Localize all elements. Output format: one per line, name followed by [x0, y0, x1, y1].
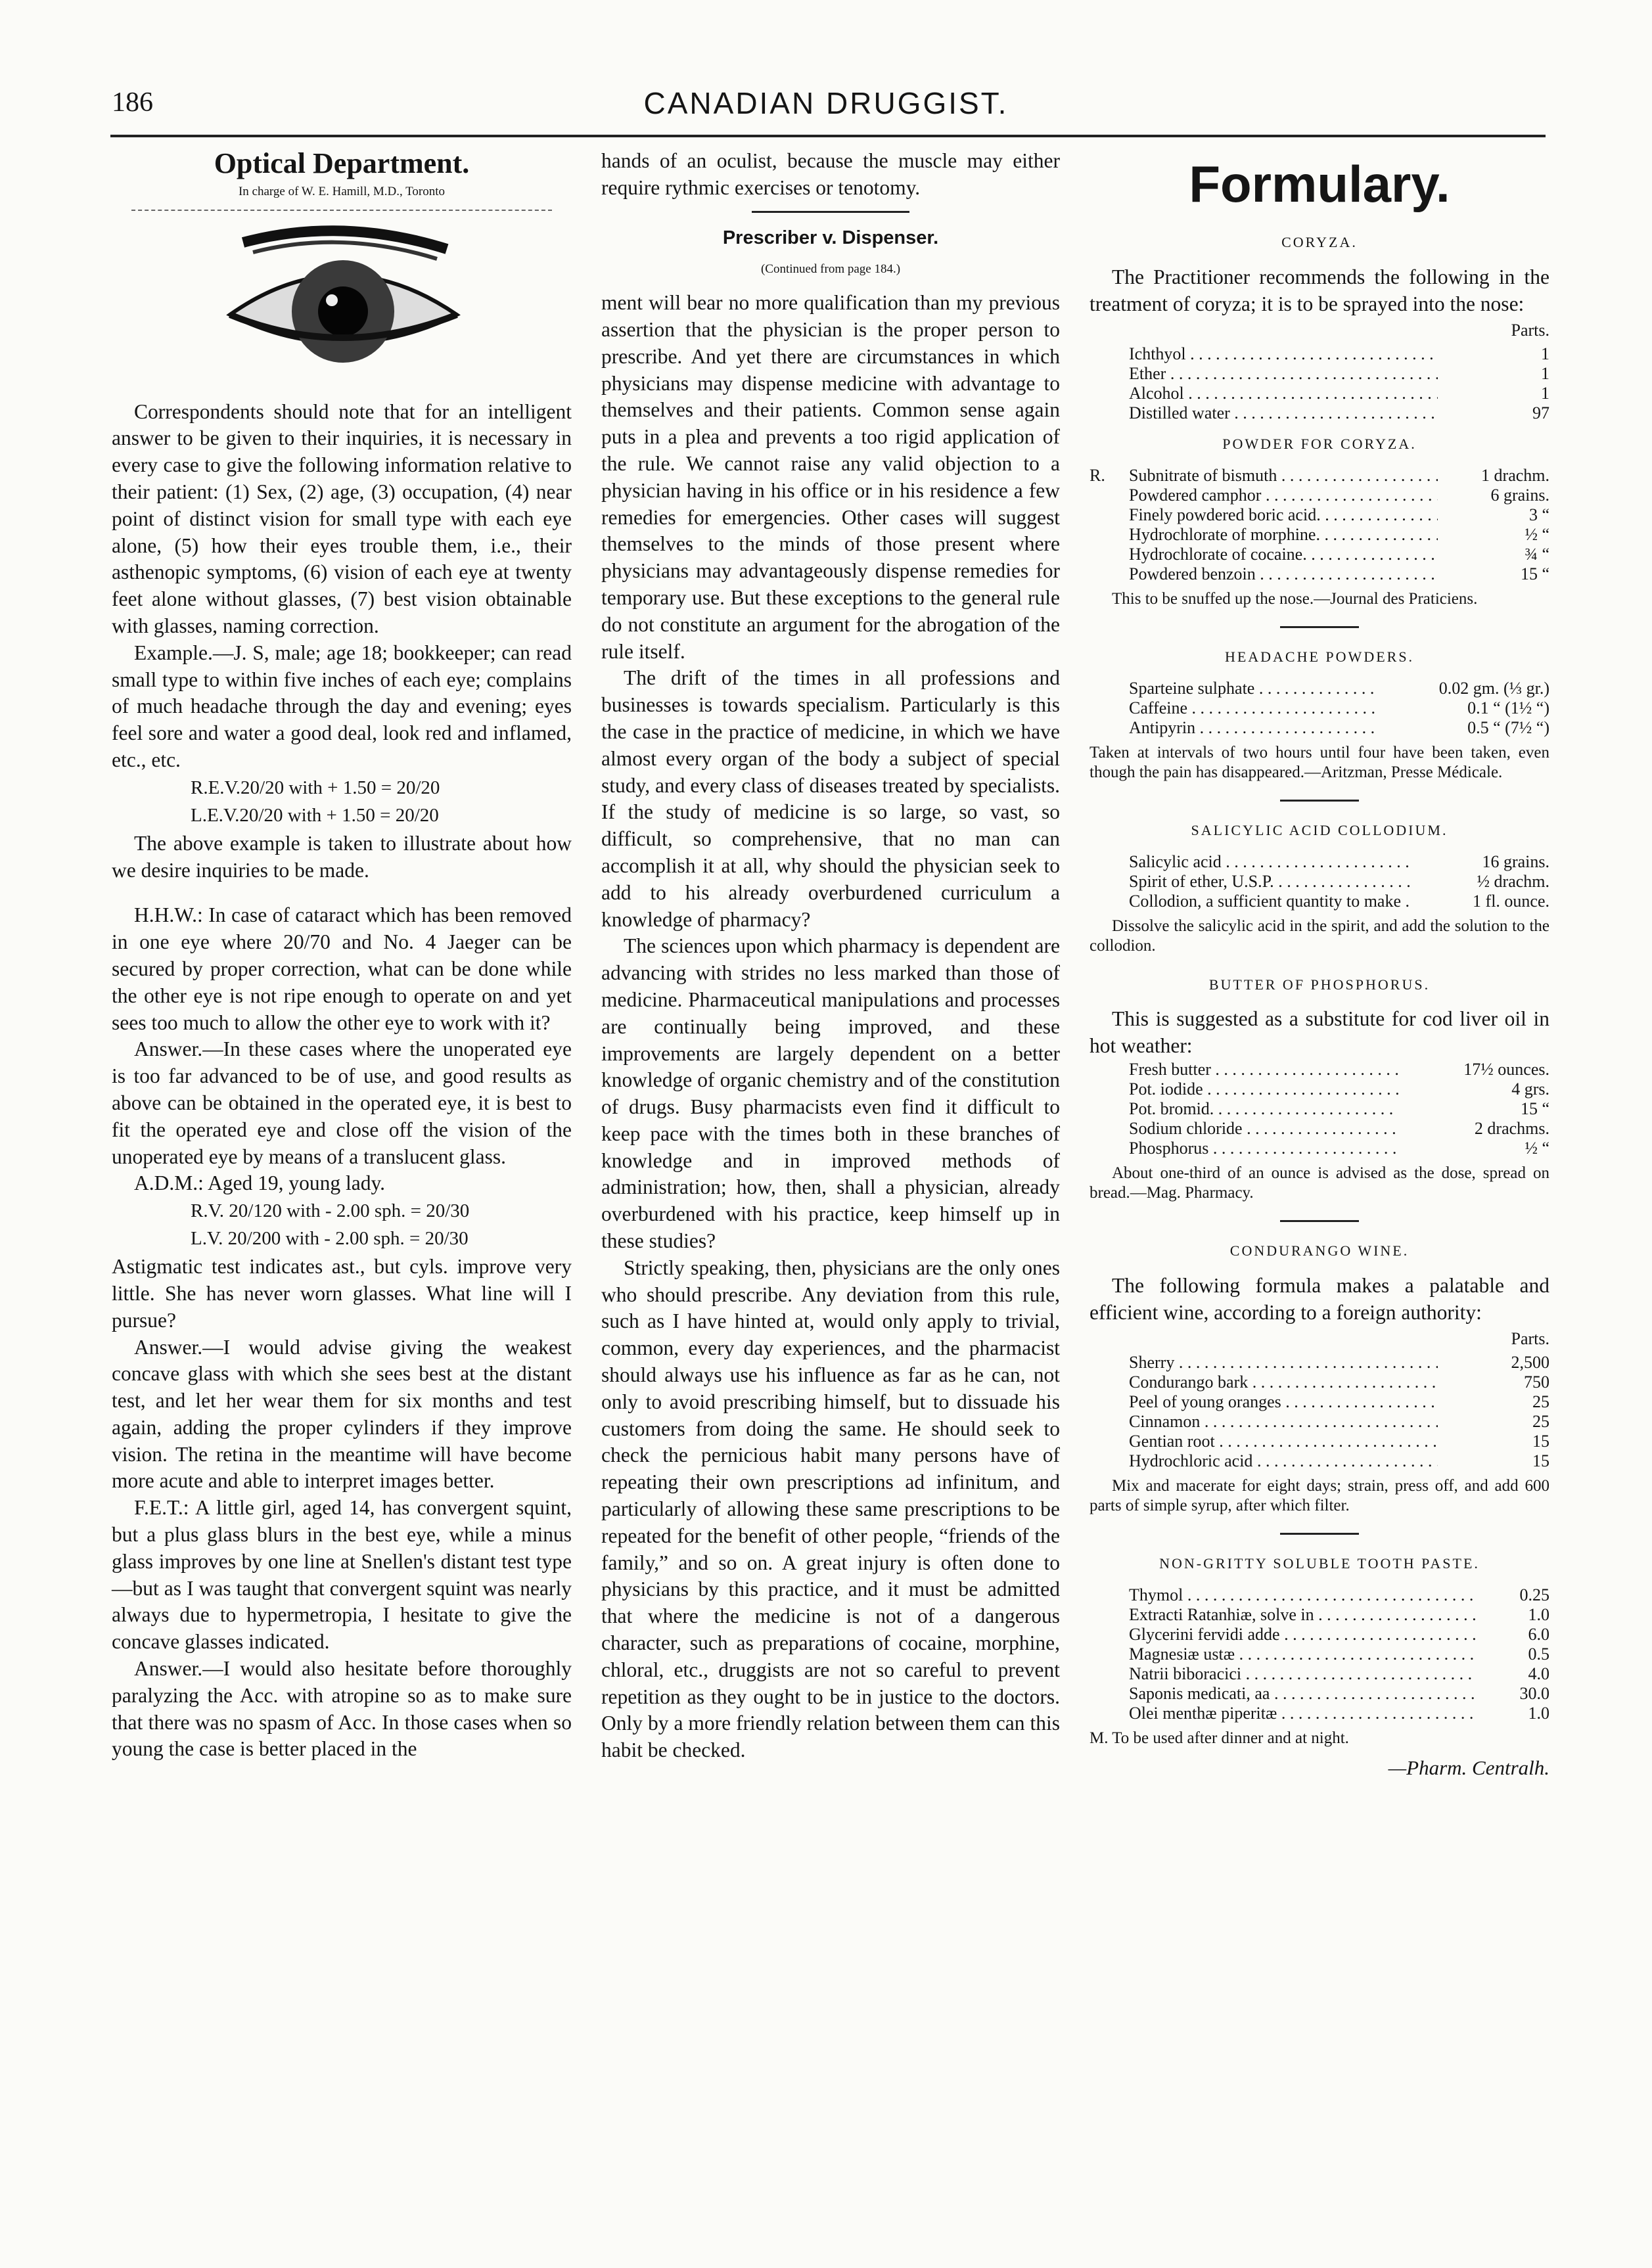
recipe-row [1129, 852, 1549, 872]
recipe-row [1129, 1664, 1549, 1684]
ingredient-name: Magnesiæ ustæ . . . [1129, 1644, 1477, 1664]
recipe-row [1129, 364, 1549, 384]
recipe-title: HEADACHE POWDERS. [1224, 648, 1415, 665]
ingredient-amount: 0.5 [1528, 1644, 1549, 1664]
ingredient-amount: 1 fl. ounce. [1473, 891, 1549, 911]
recipe-row [1129, 1139, 1549, 1158]
source-signature: —Pharm. Centralh. [1388, 1756, 1549, 1779]
ingredient-amount: 2 drachms. [1474, 1118, 1549, 1138]
recipe-row [1129, 892, 1549, 911]
ingredient-amount: 15 [1532, 1451, 1549, 1471]
ingredient-name: Cinnamon . . . [1129, 1412, 1438, 1432]
ingredient-amount: 25 [1532, 1392, 1549, 1412]
ingredient-name: Ichthyol . . . [1129, 344, 1438, 364]
recipe-title: SALICYLIC ACID COLLODIUM. [1191, 821, 1448, 838]
ingredient-name: Thymol . . . [1129, 1585, 1477, 1605]
recipe-row [1090, 525, 1549, 545]
formulary-heading: Formulary. [1189, 155, 1450, 213]
recipe-table [1090, 466, 1549, 584]
ingredient-name: Powdered camphor . . . [1129, 486, 1438, 505]
optical-paragraph: Answer.—I would advise giving the weakest concave glass with which she sees best at the distant test, and let her wear them for six months and test again, adding the proper cylinders if they improve vision. The retina in the meantime will have become more acute and able to interpret images better. [112, 1335, 572, 1493]
ingredient-name: Alcohol . . . [1129, 384, 1438, 403]
recipe-row [1129, 1119, 1549, 1139]
ingredient-name: Extracti Ratanhiæ, solve in . . . [1129, 1605, 1477, 1625]
optical-paragraph: Example.—J. S, male; age 18; bookkeeper; can read small type to within five inches of each eye; complains of much headache through the day and evening; eyes feel sore and water a good deal, look red and inflamed, etc., etc. [112, 641, 572, 771]
prescription-line: L.E.V.20/20 with + 1.50 = 20/20 [191, 804, 439, 826]
section-rule [1280, 1533, 1359, 1535]
recipe-title: NON-GRITTY SOLUBLE TOOTH PASTE. [1159, 1555, 1480, 1572]
optical-paragraph: A.D.M.: Aged 19, young lady. [134, 1171, 386, 1195]
ingredient-amount: 15 [1532, 1432, 1549, 1451]
ingredient-name: Sodium chloride . . . [1129, 1119, 1398, 1139]
ingredient-name: Glycerini fervidi adde . . . [1129, 1625, 1477, 1644]
recipe-row [1129, 1684, 1549, 1704]
ingredient-amount: ½ “ [1525, 1138, 1549, 1158]
ingredient-amount: 25 [1532, 1412, 1549, 1432]
recipe-intro: This is suggested as a substitute for cod liver oil in hot weather: [1090, 1007, 1549, 1058]
ingredient-amount: 1 drachm. [1481, 465, 1549, 485]
recipe-intro: The following formula makes a palatable and efficient wine, according to a foreign authority: [1090, 1273, 1549, 1324]
ingredient-name: Collodion, a sufficient quantity to make . . . [1129, 892, 1411, 911]
ingredient-amount: ½ “ [1525, 524, 1549, 544]
ingredient-name: Powdered benzoin . . . [1129, 564, 1438, 584]
recipe-row [1129, 344, 1549, 364]
recipe-title: POWDER FOR CORYZA. [1222, 436, 1417, 453]
optical-paragraph: Astigmatic test indicates ast., but cyls. improve very little. She has never worn glasses. What line will I pursue? [112, 1255, 572, 1332]
ingredient-name: Salicylic acid . . . [1129, 852, 1411, 872]
recipe-note: M. To be used after dinner and at night. [1090, 1729, 1349, 1747]
ingredient-amount: 30.0 [1519, 1683, 1549, 1703]
section-rule [752, 211, 909, 213]
recipe-row [1129, 1451, 1549, 1471]
ingredient-amount: 0.1 “ (1½ “) [1467, 698, 1549, 717]
article-paragraph: The drift of the times in all professions and businesses is towards specialism. Particularly is this the case in the practice of medicine, in which we have almost every organ of the body a subject of special study, and every class of diseases treated by specialists. If the study of medicine is so large, so vast, so difficult, so comprehensive, that no man can accomplish it at all, why should the physician seek to add to his already overburdened curriculum a knowledge of pharmacy? [601, 666, 1060, 931]
recipe-table [1129, 1060, 1549, 1158]
ingredient-name: Caffeine . . . [1129, 698, 1379, 718]
recipe-row [1129, 718, 1549, 738]
optical-paragraph: Answer.—In these cases where the unoperated eye is too far advanced to be of use, and good results as above can be obtained in the operated eye, it is best to fit the operated eye and close off the vision of the unoperated eye by means of a translucent glass. [112, 1037, 572, 1168]
ingredient-amount: 17½ ounces. [1463, 1059, 1549, 1079]
rx-symbol: R. [1090, 465, 1105, 485]
recipe-intro: The Practitioner recommends the following in the treatment of coryza; it is to be sprayed into the nose: [1090, 265, 1549, 315]
ingredient-amount: 1.0 [1528, 1703, 1549, 1723]
optical-byline: In charge of W. E. Hamill, M.D., Toronto [131, 179, 552, 211]
recipe-table [1129, 1585, 1549, 1723]
ingredient-name: Fresh butter . . . [1129, 1060, 1398, 1079]
parts-label: Parts. [1511, 1329, 1549, 1349]
ingredient-amount: 6 grains. [1490, 485, 1549, 505]
recipe-row [1129, 1099, 1549, 1119]
ingredient-name: Ether . . . [1129, 364, 1438, 384]
optical-paragraph: F.E.T.: A little girl, aged 14, has convergent squint, but a plus glass blurs in the best eye, while a minus glass improves by one line at Snellen's distant test type—but as I was taught that convergent squint was nearly always due to hypermetropia, I hesitate to give the concave glasses indicated. [112, 1496, 572, 1654]
ingredient-name: Condurango bark . . . [1129, 1372, 1438, 1392]
section-rule [1280, 800, 1359, 802]
article-paragraph: ment will bear no more qualification than my previous assertion that the physician is the proper person to prescribe. And yet there are circumstances in which physicians may dispense medicine with advantage to themselves and their patients. Common sense again puts in a plea and prevents a too rigid application of the rule. We cannot raise any valid objection to a physician having in his office or in his residence a few remedies for emergencies. Other cases will suggest themselves to the minds of those present where physicians may advantageously dispense remedies for temporary use. But these exceptions to the general rule do not constitute an argument for the abrogation of the rule itself. [601, 291, 1060, 663]
ingredient-amount: 1 [1541, 344, 1549, 364]
ingredient-amount: 1 [1541, 384, 1549, 403]
recipe-note: This to be snuffed up the nose.—Journal des Praticiens. [1112, 589, 1478, 608]
header-rule [110, 135, 1546, 137]
recipe-row [1129, 679, 1549, 698]
ingredient-name: Spirit of ether, U.S.P. . . . [1129, 872, 1411, 892]
optical-heading: Optical Department. [214, 147, 470, 179]
column-prescriber-dispenser [601, 148, 1060, 1764]
ingredient-amount: 4.0 [1528, 1664, 1549, 1683]
article-paragraph: The sciences upon which pharmacy is dependent are advancing with strides no less marked than those of medicine. Pharmaceutical manipulations and processes are continually being improved, and these improvements are largely dependent on a better knowledge of organic chemistry and of the constitution of drugs. Busy pharmacists even find it difficult to keep pace with the times both in these branches of knowledge and in improved methods of administration; how, then, shall a physician, already overburdened with his practice, keep himself up in these studies? [601, 934, 1060, 1253]
continued-note: (Continued from page 184.) [760, 262, 901, 277]
article-paragraph: hands of an oculist, because the muscle may either require rythmic exercises or tenotomy. [601, 149, 1060, 199]
recipe-note: Dissolve the salicylic acid in the spirit, and add the solution to the collodion. [1090, 917, 1549, 955]
ingredient-amount: 97 [1532, 403, 1549, 423]
ingredient-amount: 0.02 gm. (⅓ gr.) [1438, 678, 1549, 698]
recipe-row [1090, 564, 1549, 584]
ingredient-amount: 0.5 “ (7½ “) [1467, 717, 1549, 737]
eye-illustration-icon [217, 223, 467, 374]
ingredient-name: Subnitrate of bismuth . . . [1129, 466, 1438, 486]
recipe-title: CORYZA. [1281, 234, 1358, 250]
recipe-note: About one-third of an ounce is advised as the dose, spread on bread.—Mag. Pharmacy. [1090, 1164, 1549, 1202]
recipe-row [1129, 1412, 1549, 1432]
recipe-table [1129, 344, 1549, 423]
recipe-row [1129, 384, 1549, 403]
section-rule [1280, 1220, 1359, 1222]
recipe-row [1129, 698, 1549, 718]
ingredient-amount: ¾ “ [1525, 544, 1549, 564]
ingredient-amount: 15 “ [1520, 1099, 1549, 1118]
article-paragraph: Strictly speaking, then, physicians are the only ones who should prescribe. Any deviation from this rule, such as I have hinted at, would only apply to trivial, common, every day experiences, and the pharmacist should always use his influence as far as he can, not only to avoid prescribing himself, but to dissuade his customers from doing the same. He should seek to check the pernicious habit many persons have of repeating their own prescriptions ad infinitum, and particularly of allowing these same prescriptions to be repeated for the benefit of other people, “friends of the family,” and so on. A great injury is often done to physicians by this practice, and it must be admitted that where the medicine is not of a dangerous character, such as preparations of cocaine, morphine, chloral, etc., druggists are not so careful to prevent repetition as they ought to be in justice to the doctors. Only by a more friendly relation between them can this habit be checked. [601, 1256, 1060, 1762]
ingredient-name: Olei menthæ piperitæ . . . [1129, 1704, 1477, 1723]
optical-paragraph: The above example is taken to illustrate about how we desire inquiries to be made. [112, 831, 572, 882]
recipe-row [1129, 1372, 1549, 1392]
recipe-row [1129, 1353, 1549, 1372]
recipe-note: Mix and macerate for eight days; strain, press off, and add 600 parts of simple syrup, after which filter. [1090, 1477, 1549, 1515]
recipe-table [1129, 1353, 1549, 1471]
ingredient-name: Phosphorus . . . [1129, 1139, 1398, 1158]
recipe-row [1129, 1079, 1549, 1099]
recipe-table [1129, 679, 1549, 738]
ingredient-name: Hydrochlorate of cocaine. . . . [1129, 545, 1438, 564]
ingredient-amount: 750 [1524, 1372, 1549, 1392]
recipe-note: Taken at intervals of two hours until four have been taken, even though the pain has disappeared.—Aritzman, Presse Médicale. [1090, 743, 1549, 781]
ingredient-name: Natrii biboracici . . . [1129, 1664, 1477, 1684]
ingredient-name: Finely powdered boric acid. . . . [1129, 505, 1438, 525]
ingredient-name: Sherry . . . [1129, 1353, 1438, 1372]
column-optical-department [112, 148, 572, 1763]
page-number: 186 [112, 87, 153, 118]
ingredient-amount: 6.0 [1528, 1624, 1549, 1644]
ingredient-name: Pot. iodide . . . [1129, 1079, 1398, 1099]
recipe-row [1090, 486, 1549, 505]
prescription-line: R.E.V.20/20 with + 1.50 = 20/20 [191, 777, 440, 798]
recipe-row [1129, 872, 1549, 892]
ingredient-amount: ½ drachm. [1477, 871, 1549, 891]
recipe-title: CONDURANGO WINE. [1229, 1242, 1410, 1259]
recipe-row [1090, 545, 1549, 564]
ingredient-name: Saponis medicati, aa . . . [1129, 1684, 1477, 1704]
recipe-row [1129, 1392, 1549, 1412]
recipe-row [1129, 1625, 1549, 1644]
optical-paragraph: Correspondents should note that for an intelligent answer to be given to their inquiries, it is necessary in every case to give the following information relative to their patient: (1) Sex, (2) age, (3) occupation, (4) near point of distinct vision for small type with each eye alone, (5) how their eyes trouble them, i.e., their asthenopic symptoms, (6) vision of each eye at twenty feet alone without glasses, (7) best vision obtainable with glasses, naming correction. [112, 399, 572, 637]
ingredient-name: Hydrochlorate of morphine. . . . [1129, 525, 1438, 545]
ingredient-name: Pot. bromid. . . . [1129, 1099, 1398, 1119]
ingredient-amount: 4 grs. [1511, 1079, 1549, 1099]
recipe-title: BUTTER OF PHOSPHORUS. [1208, 976, 1431, 993]
ingredient-amount: 2,500 [1511, 1353, 1549, 1372]
recipe-row [1129, 1060, 1549, 1079]
running-title: CANADIAN DRUGGIST. [643, 86, 1009, 120]
parts-label: Parts. [1511, 321, 1549, 340]
column-formulary [1090, 148, 1549, 1782]
optical-paragraph: H.H.W.: In case of cataract which has been removed in one eye where 20/70 and No. 4 Jaeger can be secured by proper correction, what can be done while the other eye is not ripe enough to operate on and yet sees too much to allow the other eye to work with it? [112, 903, 572, 1034]
article-heading: Prescriber v. Dispenser. [722, 227, 939, 248]
recipe-row [1129, 1644, 1549, 1664]
recipe-row [1129, 1585, 1549, 1605]
ingredient-amount: 3 “ [1528, 505, 1549, 524]
recipe-row [1129, 1432, 1549, 1451]
ingredient-amount: 0.25 [1519, 1585, 1549, 1604]
recipe-row [1090, 505, 1549, 525]
ingredient-amount: 15 “ [1520, 564, 1549, 583]
section-rule [1280, 626, 1359, 628]
recipe-row [1090, 466, 1549, 486]
ingredient-name: Peel of young oranges . . . [1129, 1392, 1438, 1412]
recipe-table [1129, 852, 1549, 911]
ingredient-name: Antipyrin . . . [1129, 718, 1379, 738]
recipe-row [1129, 1704, 1549, 1723]
recipe-row [1129, 1605, 1549, 1625]
prescription-line: L.V. 20/200 with - 2.00 sph. = 20/30 [191, 1228, 469, 1250]
ingredient-name: Sparteine sulphate . . . [1129, 679, 1379, 698]
ingredient-name: Hydrochloric acid . . . [1129, 1451, 1438, 1471]
ingredient-name: Distilled water . . . [1129, 403, 1438, 423]
prescription-line: R.V. 20/120 with - 2.00 sph. = 20/30 [191, 1200, 470, 1222]
ingredient-amount: 16 grains. [1482, 851, 1549, 871]
recipe-row [1129, 403, 1549, 423]
optical-paragraph: Answer.—I would also hesitate before thoroughly paralyzing the Acc. with atropine so as to make sure that there was no spasm of Acc. In those cases when so young the case is better placed in the [112, 1657, 572, 1761]
ingredient-amount: 1.0 [1528, 1604, 1549, 1624]
ingredient-name: Gentian root . . . [1129, 1432, 1438, 1451]
ingredient-amount: 1 [1541, 364, 1549, 384]
